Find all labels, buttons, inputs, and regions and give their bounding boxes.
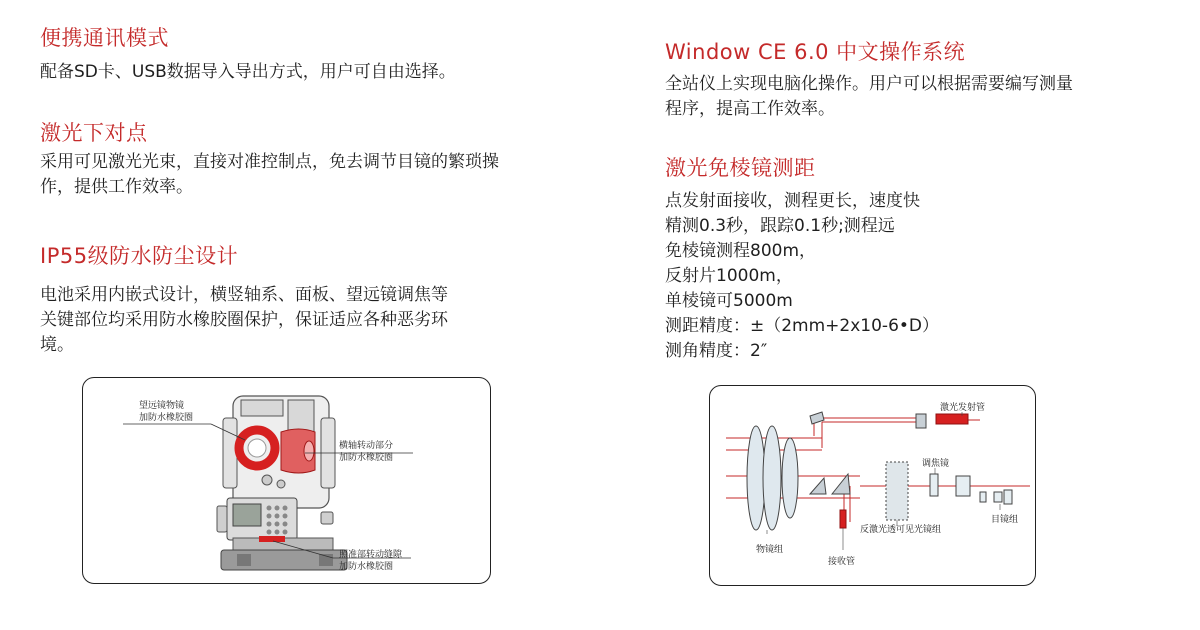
text-line: 单棱镜可5000m <box>665 291 793 311</box>
label-line: 照准部转动缝隙 <box>339 550 403 560</box>
text-line: 测距精度：±（2mm+2x10-6•D） <box>665 316 940 336</box>
total-station-figure <box>82 377 491 584</box>
section-text-portable-comm <box>40 60 456 85</box>
section-text-laser-plummet <box>40 150 499 200</box>
filter-label: 反激光透可见光镜组 <box>860 525 942 535</box>
focus-lens-label: 调焦镜 <box>922 459 950 469</box>
text-line: 点发射面接收，测程更长，速度快 <box>665 191 920 211</box>
text-line: 作，提供工作效率。 <box>40 177 193 197</box>
section-title-portable-comm: 便携通讯模式 <box>40 26 169 50</box>
optical-path-figure <box>709 385 1036 586</box>
objective-label: 物镜组 <box>756 545 784 555</box>
text-line: 程序，提高工作效率。 <box>665 99 835 119</box>
section-title-laser-plummet: 激光下对点 <box>40 121 148 145</box>
laser-tube-label: 激光发射管 <box>940 403 986 413</box>
section-title-waterproof: IP55级防水防尘设计 <box>40 244 239 268</box>
section-text-windows-ce <box>665 72 1073 122</box>
telescope-label <box>139 400 193 424</box>
base-label <box>339 549 402 573</box>
text-line: 采用可见激光光束，直接对准控制点，免去调节目镜的繁琐操 <box>40 152 499 172</box>
receiver-label: 接收管 <box>828 557 856 567</box>
eyepiece-label: 目镜组 <box>991 515 1019 525</box>
text-line: 全站仪上实现电脑化操作。用户可以根据需要编写测量 <box>665 74 1073 94</box>
text-line: 反射片1000m， <box>665 266 793 286</box>
section-title-reflectorless: 激光免棱镜测距 <box>665 156 816 180</box>
text-line: 电池采用内嵌式设计，横竖轴系、面板、望远镜调焦等 <box>40 285 448 305</box>
label-line: 加防水橡胶圈 <box>139 413 194 423</box>
label-line: 横轴转动部分 <box>339 441 394 451</box>
text-line: 关键部位均采用防水橡胶圈保护，保证适应各种恶劣环 <box>40 310 448 330</box>
label-line: 加防水橡胶圈 <box>339 562 394 572</box>
section-text-reflectorless <box>665 189 939 364</box>
text-line: 精测0.3秒，跟踪0.1秒;测程远 <box>665 216 895 236</box>
label-line: 望远镜物镜 <box>139 401 185 411</box>
section-title-windows-ce: Window CE 6.0 中文操作系统 <box>665 40 966 64</box>
text-line: 免棱镜测程800m， <box>665 241 817 261</box>
axis-label <box>339 440 393 464</box>
text-line: 境。 <box>40 335 74 355</box>
section-text-waterproof <box>40 283 448 358</box>
text-line: 配备SD卡、USB数据导入导出方式，用户可自由选择。 <box>40 62 456 82</box>
text-line: 测角精度：2″ <box>665 341 768 361</box>
label-line: 加防水橡胶圈 <box>339 453 394 463</box>
